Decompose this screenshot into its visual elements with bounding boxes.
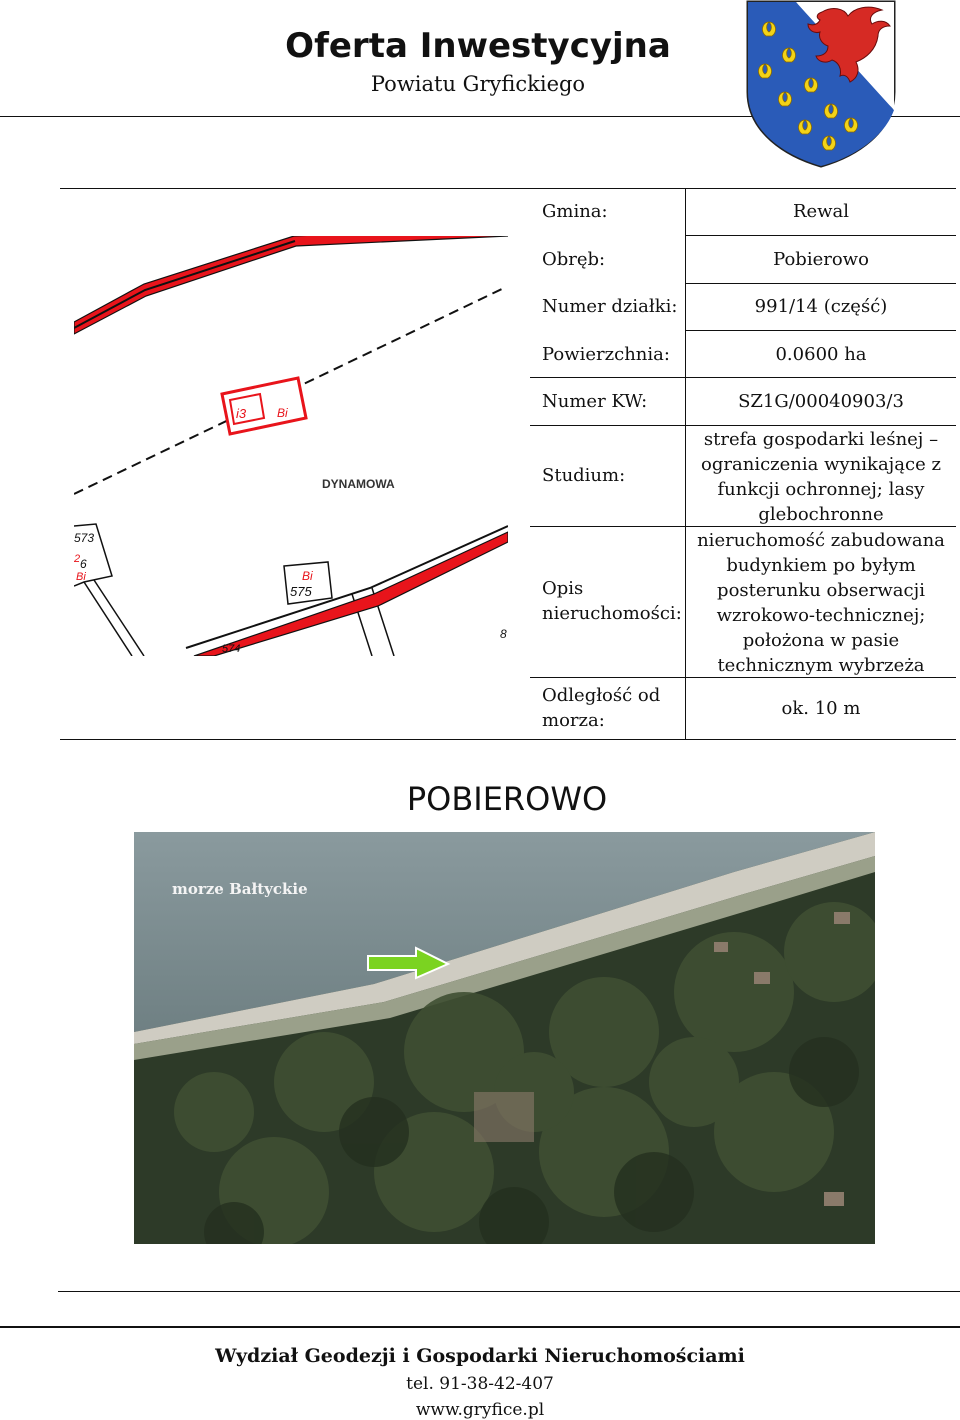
- value-opis-line: wzrokowo-technicznej;: [716, 605, 926, 626]
- value-opis-line: położona w pasie: [742, 630, 900, 651]
- map-label-i3: i3: [236, 406, 247, 421]
- value-odleglosc: ok. 10 m: [781, 698, 861, 719]
- value-numer-kw: SZ1G/00040903/3: [738, 391, 904, 412]
- cadastral-map: [74, 236, 508, 656]
- footer-phone: tel. 91-38-42-407: [406, 1374, 554, 1394]
- label-opis-line: Opis: [542, 578, 584, 599]
- map-label-2: 2: [74, 553, 81, 565]
- map-label-bi-2: Bi: [302, 569, 313, 583]
- property-info-table: [530, 188, 956, 740]
- table-hline: [686, 283, 956, 284]
- coat-of-arms-icon: [744, 0, 898, 168]
- label-obreb: Obręb:: [542, 249, 606, 270]
- label-opis-line: nieruchomości:: [542, 603, 682, 624]
- map-label-8: 8: [500, 627, 507, 641]
- map-label-574: 574: [222, 643, 241, 655]
- value-opis-line: budynkiem po byłym: [726, 555, 916, 576]
- label-gmina: Gmina:: [542, 201, 608, 222]
- value-gmina: Rewal: [792, 201, 850, 222]
- map-label-573: 573: [74, 531, 95, 545]
- label-powierzchnia: Powierzchnia:: [542, 344, 670, 365]
- page-subtitle: Powiatu Gryfickiego: [370, 72, 586, 96]
- map-label-street: DYNAMOWA: [322, 477, 395, 491]
- label-odleglosc-line: Odległość od: [542, 685, 661, 706]
- value-opis-line: nieruchomość zabudowana: [697, 530, 945, 551]
- map-label-bi-1: Bi: [277, 406, 288, 420]
- aerial-sea-label: morze Bałtyckie: [172, 880, 308, 898]
- value-studium-line: glebochronne: [758, 504, 884, 525]
- value-opis-line: posterunku obserwacji: [717, 580, 925, 601]
- value-powierzchnia: 0.0600 ha: [775, 344, 867, 365]
- footer-rule-top: [58, 1291, 960, 1292]
- map-label-6: 6: [80, 557, 87, 571]
- label-numer-kw: Numer KW:: [542, 391, 648, 412]
- label-studium: Studium:: [542, 465, 626, 486]
- value-obreb: Pobierowo: [773, 249, 869, 270]
- footer-website-link[interactable]: www.gryfice.pl: [415, 1400, 545, 1420]
- value-numer-dzialki: 991/14 (część): [754, 296, 888, 317]
- table-hline: [686, 235, 956, 236]
- table-hline: [686, 330, 956, 331]
- aerial-photo: [134, 832, 875, 1244]
- footer-rule: [0, 1326, 960, 1328]
- map-label-575: 575: [290, 584, 312, 599]
- table-bottom-rule: [60, 739, 956, 740]
- page-title: Oferta Inwestycyjna: [285, 26, 671, 66]
- label-numer-dzialki: Numer działki:: [542, 296, 678, 317]
- value-studium-line: strefa gospodarki leśnej –: [703, 429, 939, 450]
- value-studium-line: funkcji ochronnej; lasy: [717, 479, 925, 500]
- value-studium-line: ograniczenia wynikające z: [701, 454, 941, 475]
- value-opis-line: technicznym wybrzeża: [717, 655, 925, 676]
- label-odleglosc-line: morza:: [542, 710, 605, 731]
- table-hline: [530, 377, 956, 378]
- section-title: POBIEROWO: [406, 780, 608, 818]
- map-label-bi-3: Bi: [76, 571, 86, 583]
- footer-department: Wydział Geodezji i Gospodarki Nieruchomościami: [215, 1345, 745, 1367]
- table-top-rule: [60, 188, 956, 189]
- table-hline: [530, 425, 956, 426]
